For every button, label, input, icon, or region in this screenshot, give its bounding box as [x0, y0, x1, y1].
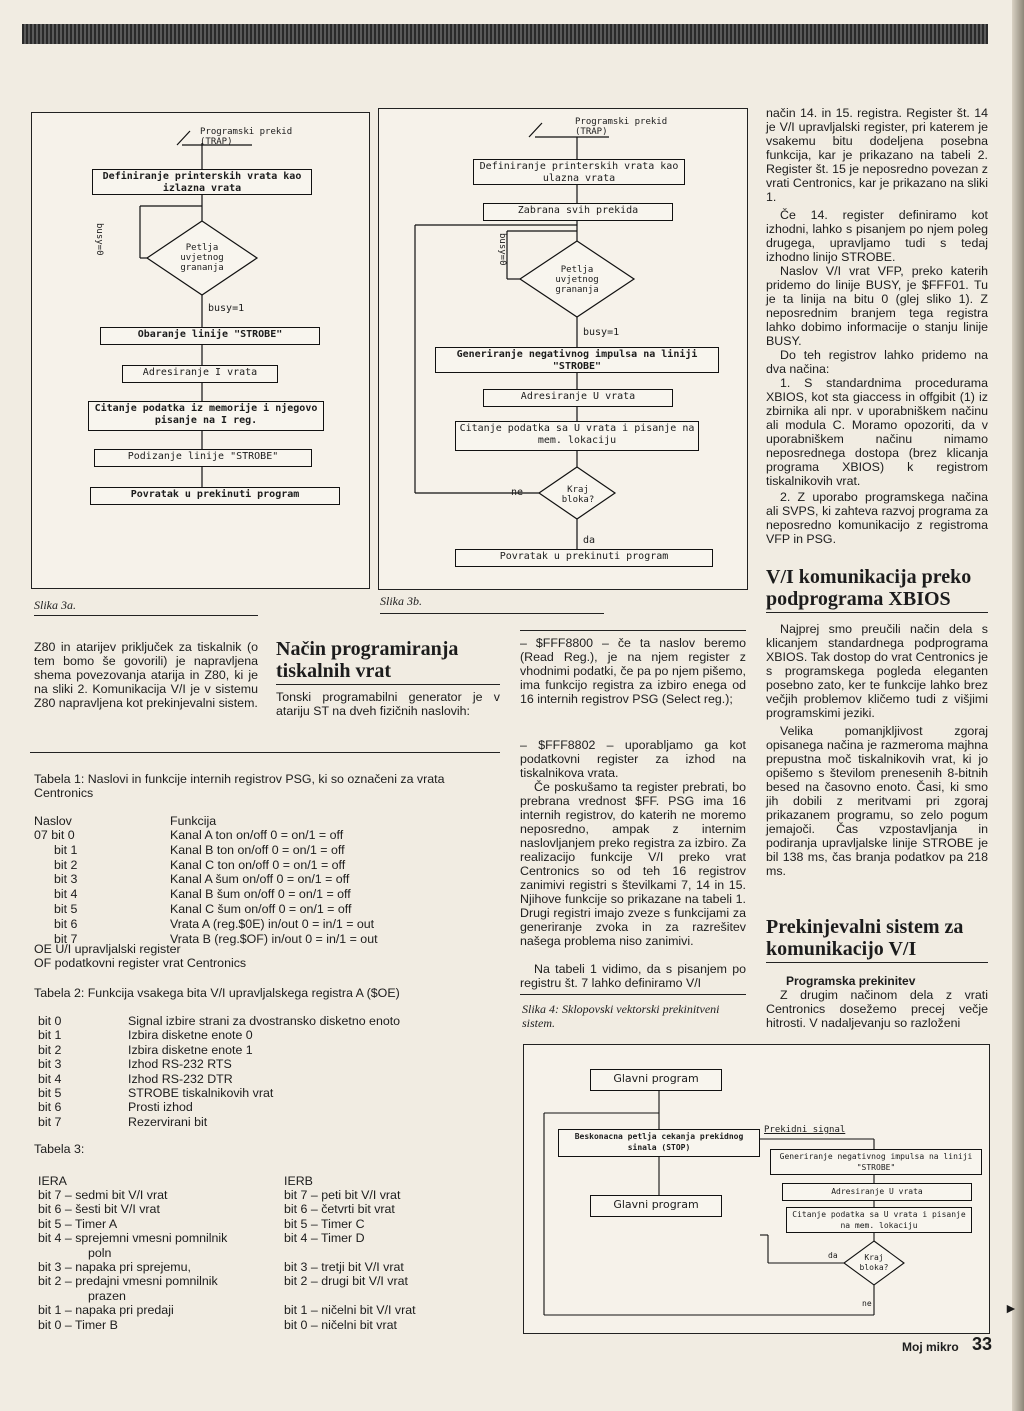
tabela3-ierb-row: bit 6 – četvrti bit vrat	[284, 1202, 395, 1217]
tabela3-ierb-row: bit 2 – drugi bit V/I vrat	[284, 1274, 408, 1289]
tabela3-ierb-row: bit 5 – Timer C	[284, 1216, 365, 1231]
tabela2-row-bit: bit 3	[38, 1057, 62, 1072]
tabela2-row-bit: bit 7	[38, 1114, 62, 1129]
rule-under-heading	[276, 684, 500, 685]
top-decorative-bar	[22, 24, 988, 44]
tabela2-row-bit: bit 6	[38, 1100, 62, 1115]
figure-3a-caption: Slika 3a.	[34, 598, 76, 612]
figure-3b-box-return: Povratak u prekinuti program	[455, 549, 713, 567]
tabela1-row-address: bit 2	[54, 857, 78, 872]
tabela3-iera-row: bit 4 – sprejemni vmesni pomnilnik	[38, 1231, 228, 1246]
figure-3b-no-label: ne	[511, 487, 524, 498]
figure-3b-diamond-end: Kraj bloka?	[561, 485, 595, 505]
figure-3b-box-address: Adresiranje U vrata	[483, 389, 673, 407]
tabela1-row-function: Kanal A ton on/off 0 = on/1 = off	[170, 828, 344, 842]
tabela2-row-bit: bit 1	[38, 1028, 62, 1043]
figure-4-caption: Slika 4: Sklopovski vektorski prekinitveni sistem.	[522, 1002, 720, 1030]
subheading-programska: Programska prekinitev	[786, 974, 916, 988]
figure-3b-yes-label: da	[583, 535, 596, 546]
col3-paragraph-2: – $FFF8802 – uporabljamo ga kot podatkovni register za izhod na tiskalnikova vrata.	[520, 738, 746, 780]
col4-xbios-2: Velika pomanjkljivost zgoraj opisanega načina je razmeroma majhna prepustna moč tiskalnikovih vrat, ki jo opišemo s številom prenesenih 8-bitnih besed na časovno enoto. Časi, ki smo jih dobili z meritvami pri zgoraj prikazanem programu, so zelo pogum jemajoči. Čas vzpostavljanja in podiranja upravljalske linije STROBE je bil 138 ms, čas branja podatkov pa 218 ms.	[766, 724, 988, 878]
tabela1-row-function: Kanal C ton on/off 0 = on/1 = off	[170, 857, 346, 872]
tabela3-ierb-row: bit 7 – peti bit V/I vrat	[284, 1188, 401, 1202]
tabela3-iera-row: bit 6 – šesti bit V/I vrat	[38, 1202, 160, 1217]
tabela3-ierb-title: IERB	[284, 1174, 313, 1188]
heading-tiskalnih: Način programiranja tiskalnih vrat	[276, 638, 459, 682]
col2-intro: Tonski programabilni generator je v atariju ST na dveh fizičnih naslovih:	[276, 690, 500, 718]
tabela2-row-bit: bit 5	[38, 1086, 62, 1100]
tabela2-row-function: Izbira disketne enote 1	[128, 1042, 253, 1057]
figure-4-box-read-write: Citanje podatka sa U vrata i pisanje na mem. lokaciju	[786, 1207, 972, 1233]
figure-3b	[378, 108, 748, 590]
rule-col3-top	[520, 630, 746, 631]
rule-under-xbios	[766, 612, 988, 613]
tabela1-row-function: Kanal B ton on/off 0 = on/1 = off	[170, 842, 345, 857]
col4-paragraph-2: Če 14. register definiramo kot izhodni, lahko s pisanjem po njem poleg drugega, upravljamo tudi s tedaj izhodno linijo STROBE.	[766, 208, 988, 264]
tabela2-row-function: Izhod RS-232 DTR	[128, 1071, 233, 1086]
figure-3a-box-strobe-high: Podizanje linije "STROBE"	[94, 449, 312, 467]
tabela1-row-address: bit 3	[54, 872, 78, 887]
tabela1-row-function: Kanal B šum on/off 0 = on/1 = off	[170, 887, 351, 902]
tabela3-iera-row: bit 2 – predajni vmesni pomnilnik	[38, 1274, 218, 1289]
footer-page-number: 33	[972, 1334, 993, 1354]
figure-4	[523, 1044, 990, 1334]
col3-paragraph-1: – $FFF8800 – če ta naslov beremo (Read Reg.), je na njem register z vhodnimi podatki, če pa po njem pišemo, ima funkcijo registra za izbiro enega od 16 internih registrov PSG (Select reg.);	[520, 636, 746, 706]
col4-paragraph-3: Naslov V/I vrat VFP, preko katerih pridemo do linije BUSY, je $FFF01. Tu je ta linija na bitu 0 (glej sliko 1). Z neposrednim branjem tega registra lahko dobimo informacije o stanju linije BUSY.	[766, 264, 988, 348]
figure-3a-box-return: Povratak u prekinuti program	[90, 487, 340, 505]
tabela2-row-bit: bit 0	[38, 1014, 62, 1028]
figure-3b-box-read-write: Citanje podatka sa U vrata i pisanje na mem. lokaciju	[455, 421, 699, 451]
figure-4-no-label: ne	[862, 1299, 872, 1308]
tabela2-title: Tabela 2: Funkcija vsakega bita V/I upravljalskega registra A ($OE)	[34, 986, 400, 1000]
tabela3-iera-row: bit 1 – napaka pri predaji	[38, 1303, 174, 1318]
col4-paragraph-5: 1. S standardnima procedurama XBIOS, kot sta giaccess in offgibit (1) iz zbirnika ali npr. v uporabniškem načinu ali modula C. Moramo opozoriti, da v uporabniškem načinu nimamo neposrednega dostopa (brez klicanja programa XBIOS) k registrom tiskalnikovih vrat.	[766, 376, 988, 488]
figure-3a-box-strobe-low: Obaranje linije "STROBE"	[100, 327, 320, 345]
figure-4-box-main-program-2: Glavni program	[590, 1195, 722, 1217]
tabela1-oe: OE U/I upravljalski register	[34, 942, 181, 956]
figure-4-box-wait-loop: Beskonacna petlja cekanja prekidnog sinala (STOP)	[558, 1129, 760, 1157]
figure-4-box-strobe-pulse: Generiranje negativnog impulsa na liniji "STROBE"	[770, 1149, 982, 1175]
col3-paragraph-3: Če poskušamo ta register prebrati, bo prebrana vrednost $FF. PSG ima 16 internih registrov, do katerih ne moremo neposredno, ampak z internim naslovljanjem preko registra za izbiro. Za realizacijo funkcije V/I preko vrat Centronics so od teh 16 registrov zanimivi registri s številkami 7, 14 in 15. Njihove funkcije so prikazane na tabeli 1. Drugi registri imajo zveze s funkcijami za generiranje zvoka in za razrešitev našega problema niso zanimivi.	[520, 780, 746, 948]
figure-3b-trap-label: Programski prekid (TRAP)	[575, 117, 668, 137]
tabela2-row-function: Izbira disketne enote 0	[128, 1028, 253, 1043]
figure-3b-busy0: busy=0	[497, 233, 507, 266]
figure-3a-box-read-write: Citanje podatka iz memorije i njegovo pisanje na I reg.	[88, 401, 324, 431]
tabela3-iera-row: bit 0 – Timer B	[38, 1317, 118, 1332]
figure-3a-diamond: Petlja uvjetnog grananja	[180, 243, 224, 273]
figure-4-diamond: Kraj bloka?	[859, 1253, 889, 1272]
figure-3b-diamond: Petlja uvjetnog grananja	[555, 265, 599, 295]
tabela1-row-address: bit 4	[54, 887, 78, 902]
figure-3b-caption: Slika 3b.	[380, 594, 422, 608]
rule-above-tables	[30, 752, 500, 753]
tabela3-ierb-row: bit 3 – tretji bit V/I vrat	[284, 1260, 404, 1274]
col4-paragraph-6: 2. Z uporabo programskega načina ali SVPS, ki zahteva razvoj programa za neposredno komunikacijo z registroma VFP in PSG.	[766, 490, 988, 546]
figure-3b-box-disable-interrupts: Zabrana svih prekida	[483, 203, 673, 221]
figure-3b-box-strobe-pulse: Generiranje negativnog impulsa na liniji "STROBE"	[435, 347, 719, 373]
rule-under-prekinjevalni	[766, 962, 988, 963]
tabela1-head-naslov: Naslov	[34, 814, 72, 828]
tabela1-title: Tabela 1: Naslovi in funkcije internih registrov PSG, ki so označeni za vrata Centronics	[34, 772, 445, 800]
tabela3-iera-row: poln	[88, 1245, 112, 1260]
col3-paragraph-4: Na tabeli 1 vidimo, da s pisanjem po registru št. 7 lahko definiramo V/I	[520, 962, 746, 990]
tabela2-row-function: Rezervirani bit	[128, 1114, 208, 1129]
footer-magazine: Moj mikro	[902, 1340, 959, 1354]
figure-4-box-address: Adresiranje U vrata	[782, 1183, 972, 1201]
figure-4-yes-label: da	[828, 1251, 838, 1260]
figure-3a-busy0: busy=0	[94, 223, 104, 256]
tabela1-row-function: Kanal C šum on/off 0 = on/1 = off	[170, 902, 352, 916]
figure-4-box-main-program: Glavni program	[590, 1069, 722, 1091]
tabela1-row-address: bit 5	[54, 902, 78, 916]
figure-3b-busy1: busy=1	[583, 327, 620, 338]
tabela2-row-bit: bit 2	[38, 1042, 62, 1057]
tabela3-iera-title: IERA	[38, 1174, 67, 1188]
tabela3-ierb-row: bit 4 – Timer D	[284, 1231, 365, 1246]
tabela3-iera-row: bit 5 – Timer A	[38, 1216, 118, 1231]
arrow-next-page-icon: ►	[1004, 1300, 1018, 1316]
tabela3-ierb-row: bit 1 – ničelni bit V/I vrat	[284, 1303, 416, 1318]
tabela2-row-function: Signal izbire strani za dvostransko disketno enoto	[128, 1014, 401, 1028]
figure-3a-box-define-ports: Definiranje printerskih vrata kao izlazna vrata	[92, 169, 312, 195]
tabela1-row-function: Vrata B (reg.$OF) in/out 0 = in/1 = out	[170, 931, 378, 946]
heading-xbios: V/I komunikacija preko podprograma XBIOS	[766, 566, 972, 610]
col1-intro: Z80 in atarijev priključek za tiskalnik (o tem bomo še govorili) je napravljena shema povezovanja atarija in Z80, ki je na sliki 2. Komunikacija V/I je v sistemu Z80 napravljena kot prekinjevalni sistem.	[34, 640, 258, 710]
tabela3-ierb-row: bit 0 – ničelni bit vrat	[284, 1317, 397, 1332]
figure-3b-box-define-ports: Definiranje printerskih vrata kao ulazna vrata	[473, 159, 685, 185]
figure-3a-trap-label: Programski prekid (TRAP)	[200, 127, 293, 147]
page-edge-shadow	[1012, 0, 1024, 1411]
heading-prekinjevalni: Prekinjevalni sistem za komunikacijo V/I	[766, 916, 964, 960]
tabela2-row-function: Izhod RS-232 RTS	[128, 1057, 232, 1072]
tabela2-row-function: Prosti izhod	[128, 1100, 193, 1115]
figure-4-signal-label: Prekidni signal	[764, 1125, 846, 1135]
tabela3-iera-row: bit 7 – sedmi bit V/I vrat	[38, 1188, 168, 1202]
tabela2-row-bit: bit 4	[38, 1071, 62, 1086]
col4-xbios-1: Najprej smo preučili način dela s klicanjem standardnega podprograma XBIOS. Tak dostop do vrat Centronics je s programskega pogleda eleganten posebno zato, ker te funkcije lahko brez večjih problemov kličemo tudi z višjimi programskimi jeziki.	[766, 622, 988, 720]
tabela1-of: OF podatkovni register vrat Centronics	[34, 956, 247, 970]
tabela1-row-address: 07 bit 0	[34, 828, 75, 842]
rule-under-3a	[34, 615, 258, 616]
tabela1-head-funkcija: Funkcija	[170, 814, 217, 828]
rule-above-slika4	[520, 994, 746, 995]
tabela3-iera-row: bit 3 – napaka pri sprejemu,	[38, 1260, 191, 1274]
tabela1-row-address: bit 7	[54, 931, 78, 946]
tabela1-row-function: Kanal A šum on/off 0 = on/1 = off	[170, 872, 350, 887]
col4-prek-paragraph: Z drugim načinom dela z vrati Centronics dosežemo precej večje hitrosti. V nadaljevanju so razloženi	[766, 988, 988, 1030]
tabela2-row-function: STROBE tiskalnikovih vrat	[128, 1086, 274, 1100]
col4-paragraph-4: Do teh registrov lahko pridemo na dva načina:	[766, 348, 988, 376]
figure-3a	[31, 112, 370, 589]
col4-paragraph-1: način 14. in 15. registra. Register št. 14 je V/I upravljalski register, pri katerem je vsakemu bitu dodeljena posebna funkcija, kar je prikazano na tabeli 2. Register št. 15 je neposredno povezan z vrati Centronics, kar je prikazano na sliki 1.	[766, 106, 988, 204]
tabela1-row-function: Vrata A (reg.$0E) in/out 0 = in/1 = out	[170, 916, 375, 931]
tabela1-row-address: bit 1	[54, 842, 78, 857]
tabela3-title: Tabela 3:	[34, 1142, 85, 1156]
tabela3-iera-row: prazen	[88, 1288, 126, 1303]
figure-3a-busy1: busy=1	[208, 303, 245, 314]
rule-under-3b	[380, 613, 604, 614]
figure-3a-box-address: Adresiranje I vrata	[122, 365, 278, 383]
tabela1-row-address: bit 6	[54, 916, 78, 931]
